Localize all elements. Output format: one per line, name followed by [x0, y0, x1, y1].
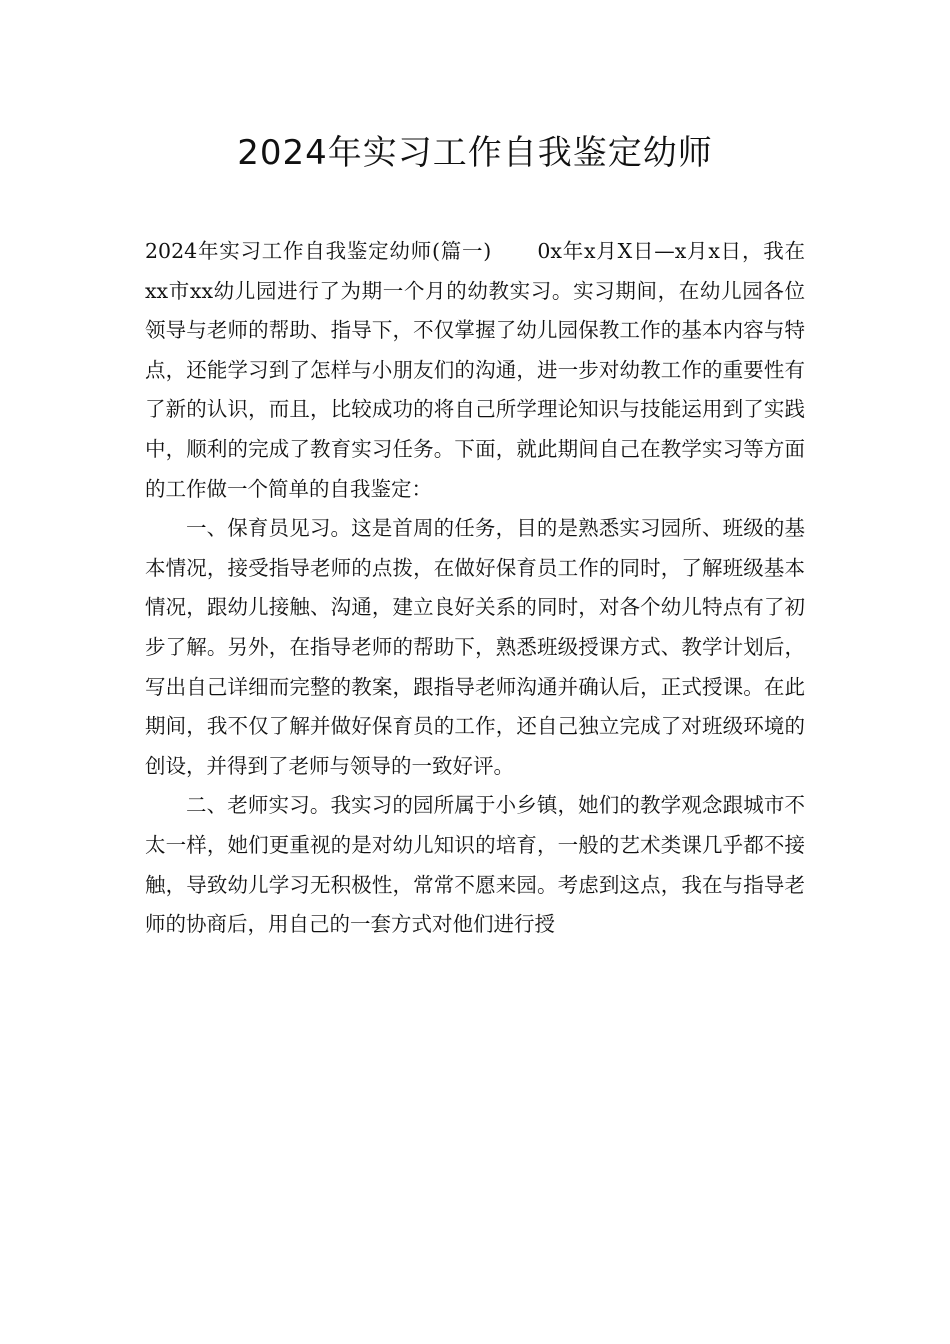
section-lead: 2024年实习工作自我鉴定幼师(篇一) [145, 239, 492, 263]
document-title: 2024年实习工作自我鉴定幼师 [237, 133, 713, 173]
paragraph-2: 一、保育员见习。这是首周的任务，目的是熟悉实习园所、班级的基本情况，接受指导老师的点拨，在做好保育员工作的同时，了解班级基本情况，跟幼儿接触、沟通，建立良好关系的同时，对各个幼儿特点有了初步了解。另外，在指导老师的帮助下，熟悉班级授课方式、教学计划后，写出自己详细而完整的教案，跟指导老师沟通并确认后，正式授课。在此期间，我不仅了解并做好保育员的工作，还自己独立完成了对班级环境的创设，并得到了老师与领导的一致好评。 [145, 516, 805, 778]
paragraph-1-text: 0x年x月X日—x月x日，我在xx市xx幼儿园进行了为期一个月的幼教实习。实习期间，在幼儿园各位领导与老师的帮助、指导下，不仅掌握了幼儿园保教工作的基本内容与特点，还能学习到了怎样与小朋友们的沟通，进一步对幼教工作的重要性有了新的认识，而且，比较成功的将自己所学理论知识与技能运用到了实践中，顺利的完成了教育实习任务。下面，就此期间自己在教学实习等方面的工作做一个简单的自我鉴定： [145, 239, 805, 501]
paragraph-3: 二、老师实习。我实习的园所属于小乡镇，她们的教学观念跟城市不太一样，她们更重视的是对幼儿知识的培育，一般的艺术类课几乎都不接触，导致幼儿学习无积极性，常常不愿来园。考虑到这点，我在与指导老师的协商后，用自己的一套方式对他们进行授 [145, 793, 805, 937]
document-body [145, 232, 805, 945]
paragraph-1 [145, 232, 805, 509]
